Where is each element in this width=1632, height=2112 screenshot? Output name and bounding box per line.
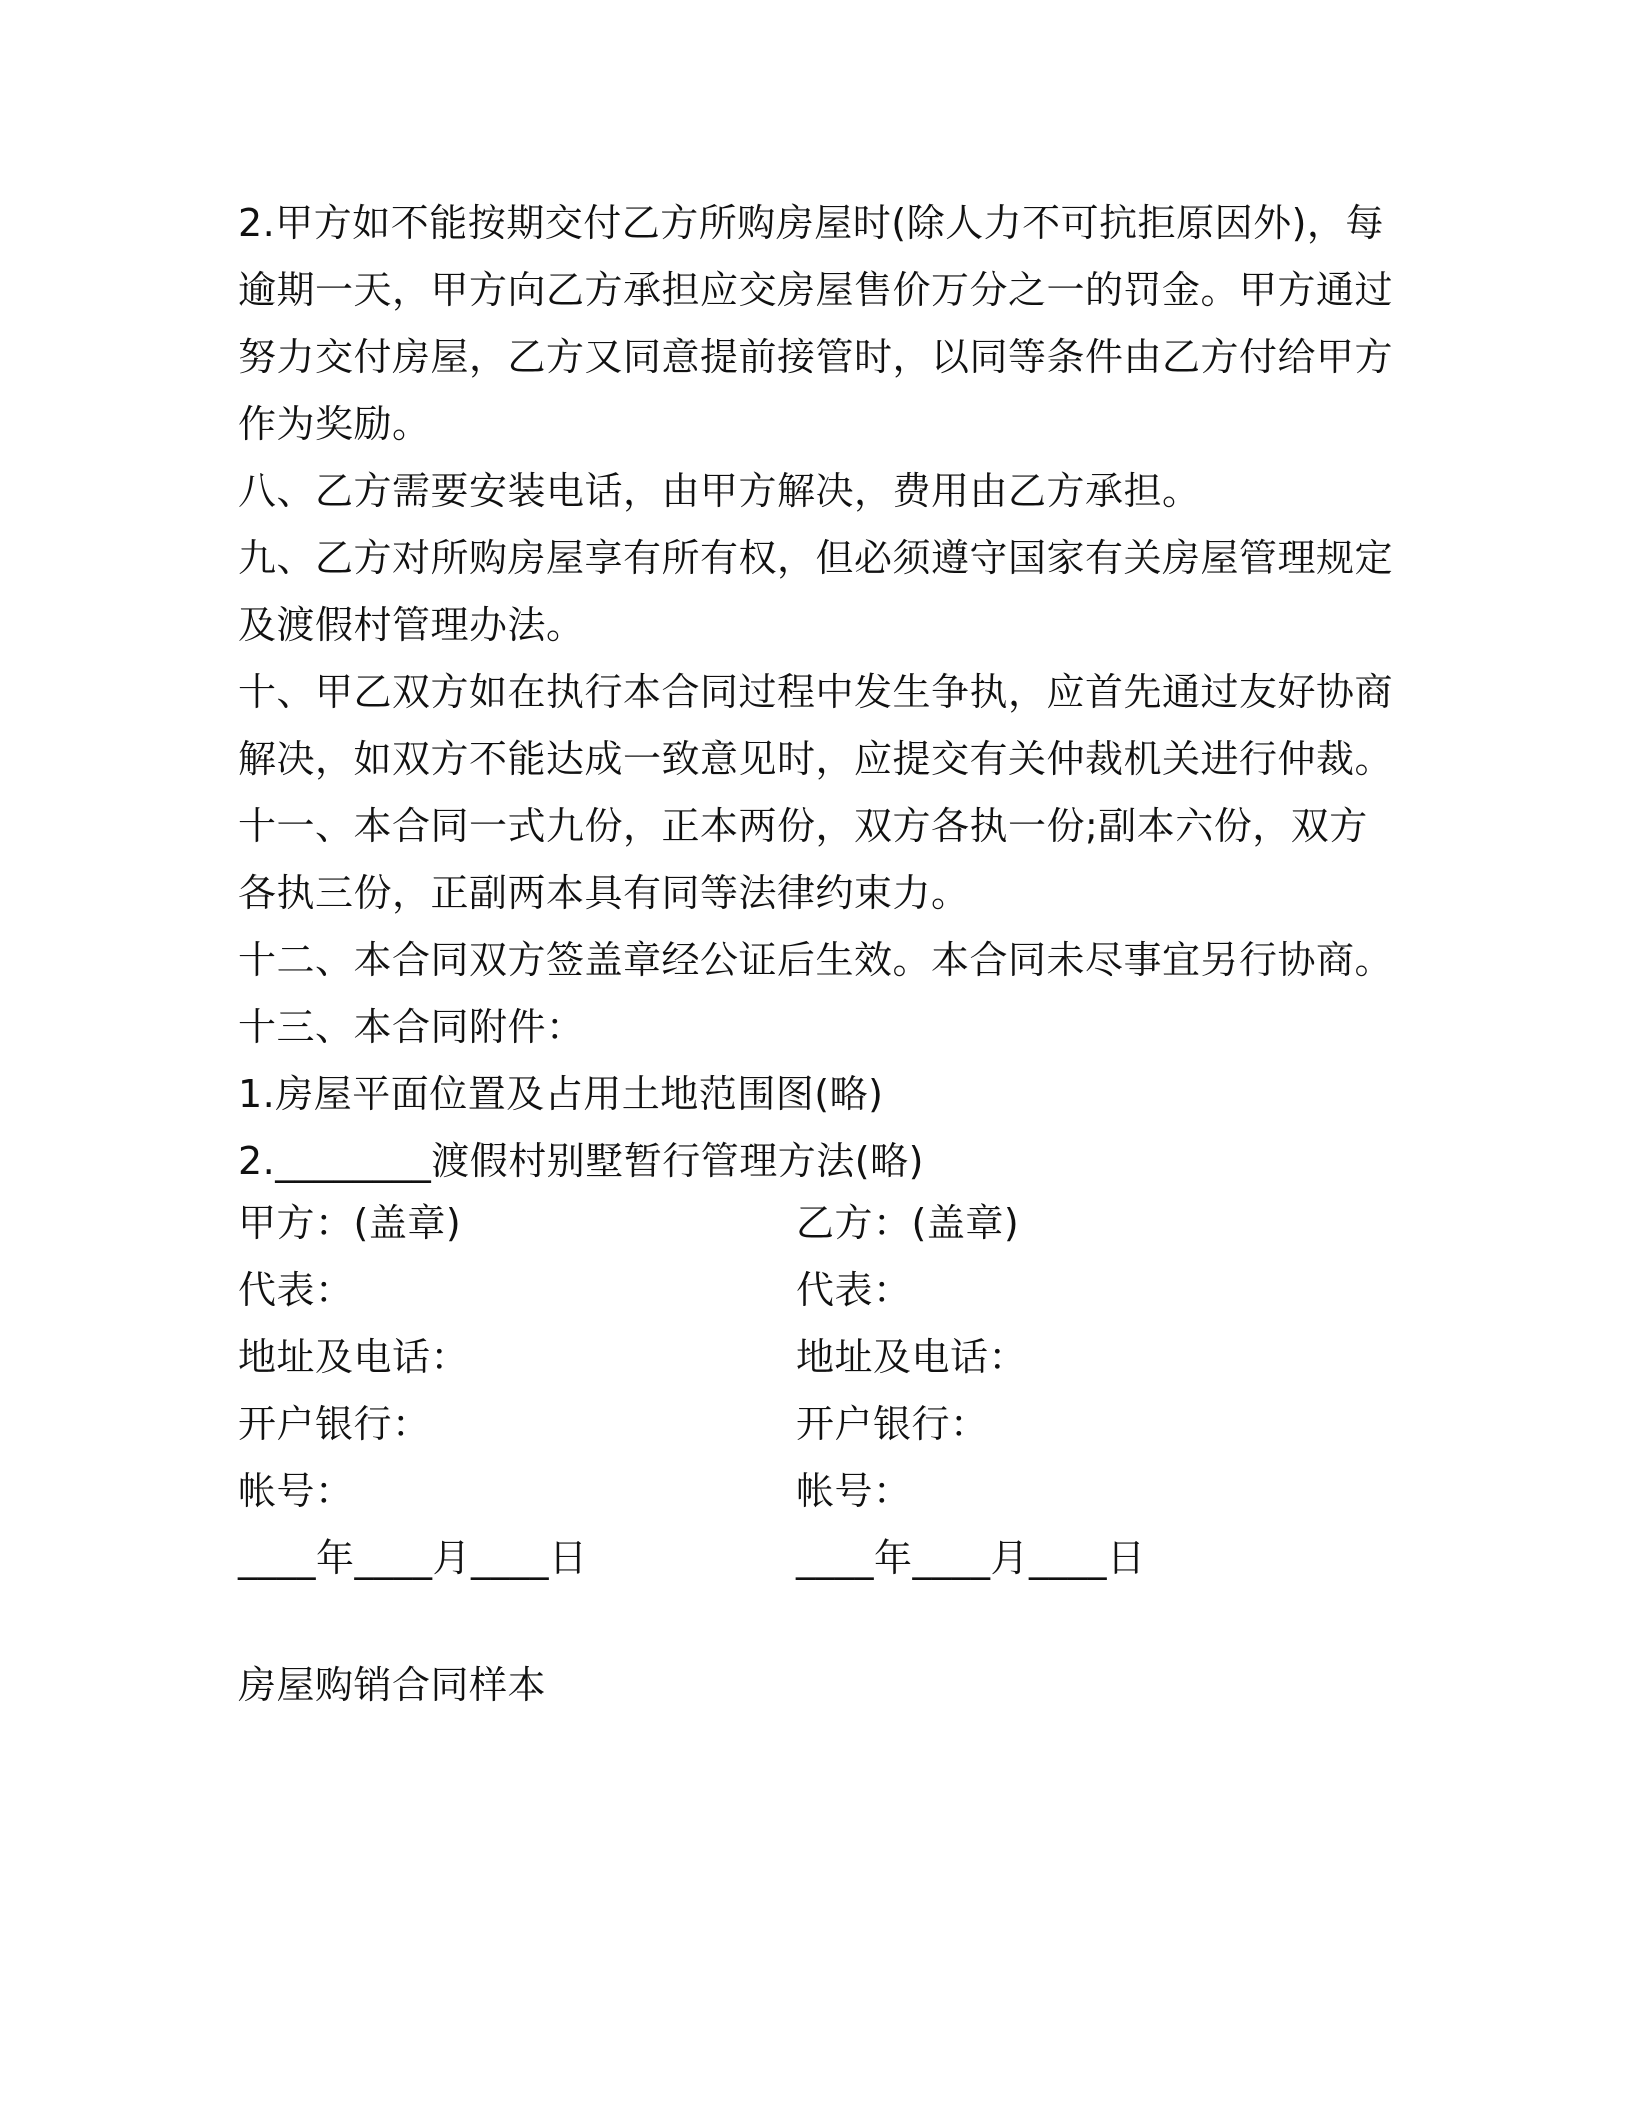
party-a-bank: 开户银行： — [238, 1402, 431, 1446]
party-a-address-phone: 地址及电话： — [238, 1335, 470, 1379]
clause-9: 九、乙方对所购房屋享有所有权，但必须遵守国家有关房屋管理规定及渡假村管理办法。 — [238, 536, 1394, 647]
party-a-seal: 甲方：(盖章) — [238, 1201, 462, 1245]
clause-10: 十、甲乙双方如在执行本合同过程中发生争执，应首先通过友好协商解决，如双方不能达成一致意见时，应提交有关仲裁机关进行仲裁。 — [238, 670, 1394, 781]
signature-row-account — [238, 1458, 1398, 1525]
clause-11: 十一、本合同一式九份，正本两份，双方各执一份;副本六份，双方各执三份，正副两本具有同等法律约束力。 — [238, 804, 1368, 915]
signature-row-address — [238, 1324, 1398, 1391]
party-b-seal: 乙方：(盖章) — [796, 1201, 1020, 1245]
clause-13: 十三、本合同附件： — [238, 1005, 585, 1049]
next-document-title: 房屋购销合同样本 — [238, 1663, 547, 1707]
party-b-representative: 代表： — [796, 1268, 912, 1312]
signature-row-bank — [238, 1391, 1398, 1458]
party-b-account: 帐号： — [796, 1469, 912, 1513]
attachment-1: 1.房屋平面位置及占用土地范围图(略) — [238, 1072, 884, 1116]
party-a-account: 帐号： — [238, 1469, 354, 1513]
party-a-representative: 代表： — [238, 1268, 354, 1312]
clause-12: 十二、本合同双方签盖章经公证后生效。本合同未尽事宜另行协商。 — [238, 938, 1394, 982]
party-b-address-phone: 地址及电话： — [796, 1335, 1028, 1379]
party-b-bank: 开户银行： — [796, 1402, 989, 1446]
signature-row-representative — [238, 1257, 1398, 1324]
contract-body — [238, 190, 1398, 1195]
clause-8: 八、乙方需要安装电话，由甲方解决，费用由乙方承担。 — [238, 469, 1201, 513]
party-b-date: ____年____月____日 — [796, 1536, 1146, 1580]
party-a-date: ____年____月____日 — [238, 1536, 588, 1580]
signature-row-seal — [238, 1190, 1398, 1257]
clause-7-item-2: 2.甲方如不能按期交付乙方所购房屋时(除人力不可抗拒原因外)，每逾期一天，甲方向乙方承担应交房屋售价万分之一的罚金。甲方通过努力交付房屋，乙方又同意提前接管时，以同等条件由乙方付给甲方作为奖励。 — [238, 201, 1394, 446]
signature-row-date — [238, 1525, 1398, 1592]
signature-block — [238, 1190, 1398, 1592]
attachment-2: 2.________渡假村别墅暂行管理方法(略) — [238, 1139, 924, 1183]
